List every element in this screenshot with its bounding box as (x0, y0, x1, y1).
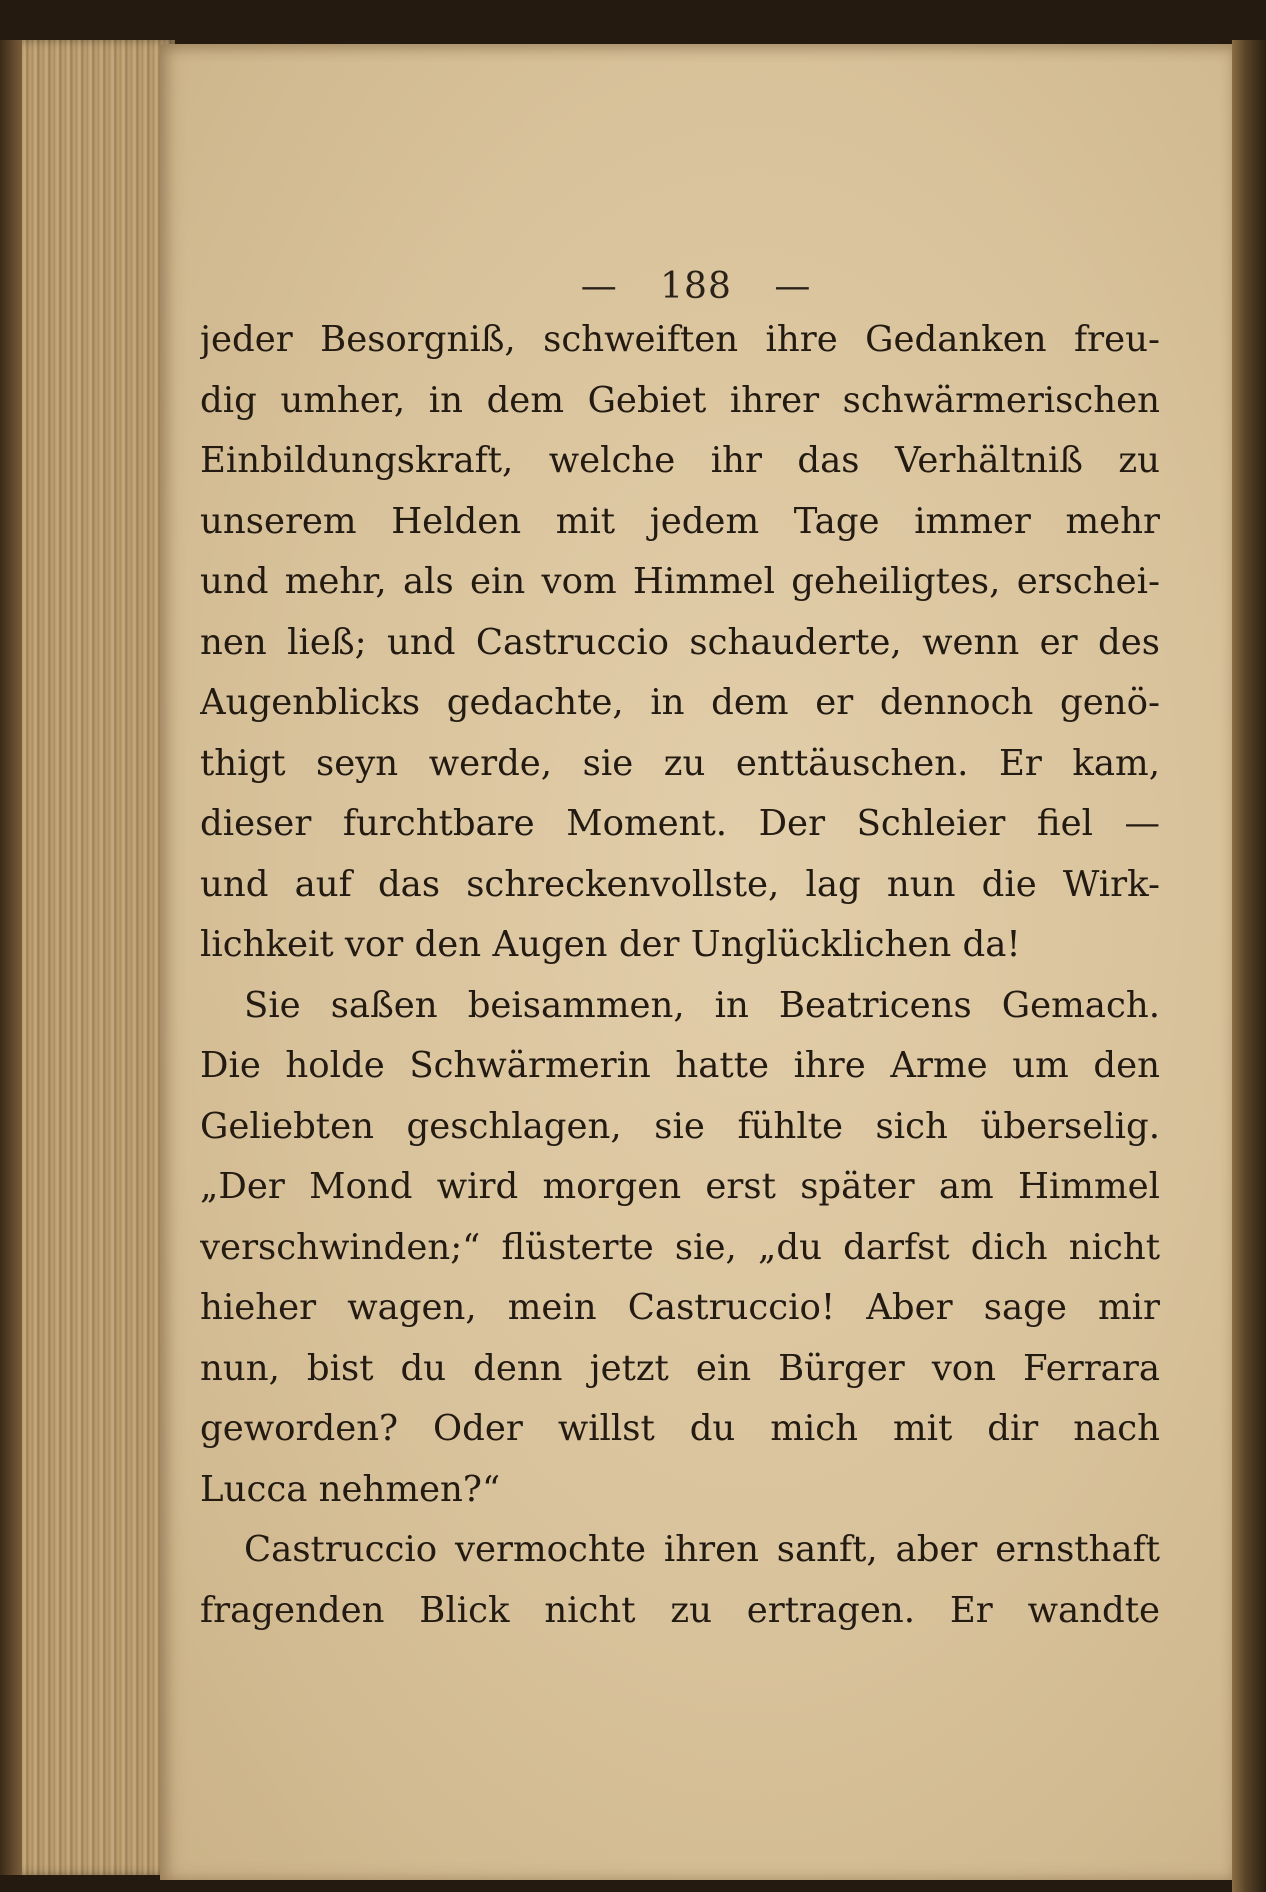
text-line: jeder Besorgniß, schweiften ihre Gedanken freu- (200, 319, 1160, 360)
text-line: Geliebten geschlagen, sie fühlte sich überselig. (200, 1105, 1160, 1147)
text-line: Sie saßen beisammen, in Beatricens Gemach. (244, 984, 1160, 1026)
header-dash-right: — (774, 266, 812, 307)
text-line: dig umher, in dem Gebiet ihrer schwärmerischen (200, 379, 1160, 421)
text-line: und auf das schreckenvollste, lag nun die Wirk- (200, 863, 1160, 905)
text-line: verschwinden;“ flüsterte sie, „du darfst dich nicht (200, 1226, 1160, 1268)
text-line: geworden? Oder willst du mich mit dir nach (200, 1408, 1160, 1449)
page-body (200, 310, 1160, 1641)
text-line: Castruccio vermochte ihren sanft, aber ernsthaft (244, 1529, 1160, 1570)
text-line: fragenden Blick nicht zu ertragen. Er wandte (200, 1589, 1160, 1631)
page-header (160, 266, 1232, 307)
text-line: Lucca nehmen?“ (200, 1468, 501, 1510)
book-page-edges (0, 40, 175, 1875)
header-dash-left: — (580, 266, 618, 307)
text-line: thigt seyn werde, sie zu enttäuschen. Er kam, (200, 742, 1160, 784)
text-line: Die holde Schwärmerin hatte ihre Arme um den (200, 1045, 1160, 1086)
page-number: 188 (660, 266, 732, 307)
text-line: unserem Helden mit jedem Tage immer mehr (200, 500, 1160, 542)
text-line: hieher wagen, mein Castruccio! Aber sage mir (200, 1287, 1160, 1328)
text-line: lichkeit vor den Augen der Unglücklichen da! (200, 924, 1021, 965)
binding-edge (1232, 40, 1266, 1892)
text-line: nen ließ; und Castruccio schauderte, wenn er des (200, 621, 1160, 663)
text-line: dieser furchtbare Moment. Der Schleier fiel — (200, 803, 1160, 844)
text-line: Einbildungskraft, welche ihr das Verhältniß zu (200, 440, 1160, 481)
text-line: „Der Mond wird morgen erst später am Himmel (200, 1166, 1160, 1207)
text-line: Augenblicks gedachte, in dem er dennoch genö- (200, 682, 1160, 723)
text-line: und mehr, als ein vom Himmel geheiligtes, erschei- (200, 561, 1160, 602)
text-line: nun, bist du denn jetzt ein Bürger von Ferrara (200, 1347, 1160, 1389)
